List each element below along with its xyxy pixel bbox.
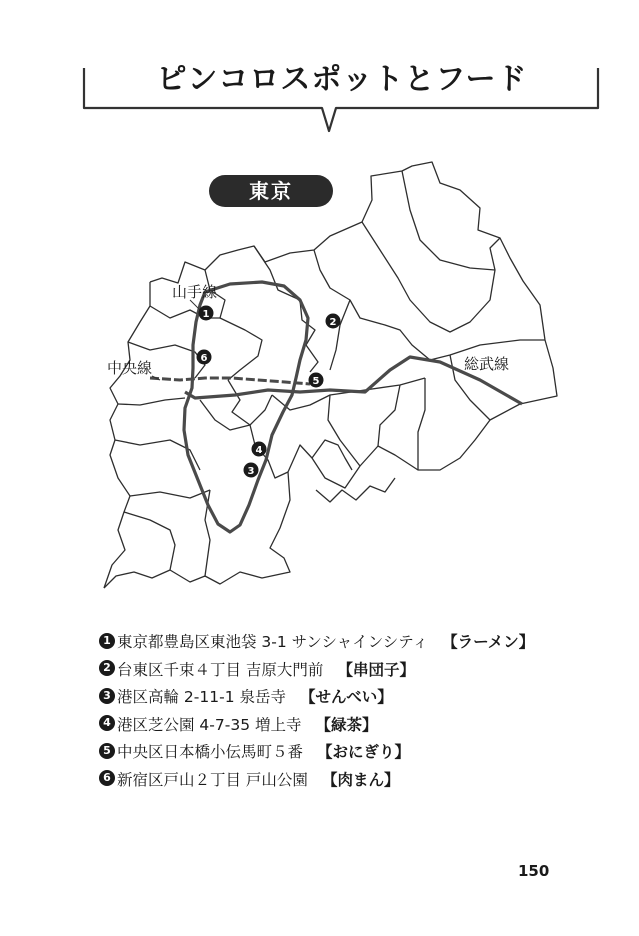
chuo-line-label: 中央線 <box>107 359 153 377</box>
spot-number-badge: 3 <box>99 688 115 704</box>
sobu-line-label: 総武線 <box>464 355 510 373</box>
marker-3-label: 3 <box>247 466 255 477</box>
marker-1 <box>199 306 214 321</box>
spot-number-badge: 2 <box>99 660 115 676</box>
list-item <box>99 739 619 767</box>
marker-5-label: 5 <box>312 376 320 387</box>
page-title: ピンコロスポットとフード <box>156 62 528 97</box>
spot-food: 【せんべい】 <box>300 688 393 707</box>
spot-number-badge: 4 <box>99 715 115 731</box>
spot-list <box>99 629 619 795</box>
spot-food: 【串団子】 <box>337 660 415 679</box>
list-item <box>99 712 619 740</box>
spot-address: 港区高輪 2-11-1 泉岳寺 <box>117 688 286 707</box>
ward-boundaries <box>104 162 557 588</box>
marker-3 <box>244 463 259 478</box>
marker-2 <box>326 314 341 329</box>
marker-1-label: 1 <box>202 309 210 320</box>
list-item <box>99 767 619 795</box>
list-item <box>99 657 619 685</box>
spot-food: 【緑茶】 <box>315 715 378 734</box>
spot-food: 【肉まん】 <box>321 770 400 789</box>
marker-6 <box>197 350 212 365</box>
spot-address: 新宿区戸山２丁目 戸山公園 <box>117 770 308 789</box>
list-item <box>99 684 619 712</box>
marker-6-label: 6 <box>200 353 208 364</box>
spot-address: 中央区日本橋小伝馬町５番 <box>117 743 304 762</box>
region-badge: 東京 <box>209 175 333 207</box>
spot-number-badge: 6 <box>99 770 115 786</box>
spot-address: 台東区千束４丁目 吉原大門前 <box>117 660 324 679</box>
marker-4-label: 4 <box>255 445 263 456</box>
page-number: 150 <box>518 862 550 880</box>
spot-number-badge: 1 <box>99 633 115 649</box>
marker-2-label: 2 <box>329 317 337 328</box>
marker-4 <box>252 442 267 457</box>
spot-address: 東京都豊島区東池袋 3-1 サンシャインシティ <box>117 633 429 651</box>
list-item <box>99 629 619 657</box>
marker-5 <box>309 373 324 388</box>
spot-food: 【ラーメン】 <box>442 633 535 651</box>
spot-address: 港区芝公園 4-7-35 増上寺 <box>117 715 302 734</box>
spot-food: 【おにぎり】 <box>317 743 411 762</box>
spot-number-badge: 5 <box>99 743 115 759</box>
yamanote-line-label: 山手線 <box>172 283 218 301</box>
